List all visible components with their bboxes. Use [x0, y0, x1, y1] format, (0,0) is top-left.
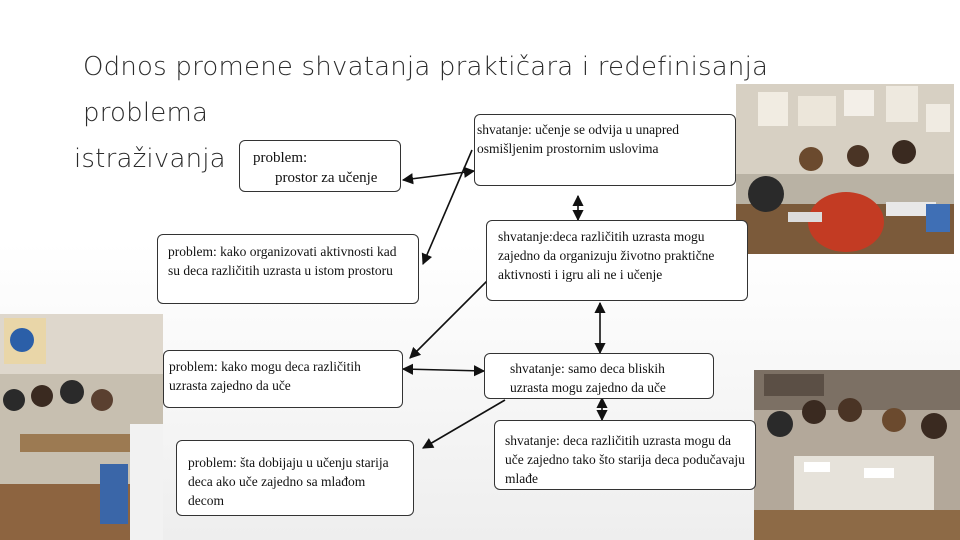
problem-1-label: problem:: [253, 150, 308, 166]
arrow-view3-problem4: [423, 400, 505, 448]
problem-box-4: [176, 440, 414, 516]
problem-3-text: problem: kako mogu deca različitih uzrasta zajedno da uče: [169, 359, 361, 393]
arrow-problem3-view3: [403, 369, 484, 371]
problem-4-text: problem: šta dobijaju u učenju starija deca ako uče zajedno sa mlađom decom: [188, 455, 389, 508]
view-4-text: shvatanje: deca različitih uzrasta mogu da uče zajedno tako što starija deca podučavaju mlađe: [505, 433, 745, 486]
problem-1-text: prostor za učenje: [275, 170, 378, 186]
view-2-text: shvatanje:deca različitih uzrasta mogu zajedno da organizuju životno praktične aktivnosti i igru ali ne i učenje: [498, 229, 715, 282]
view-box-1: [474, 114, 736, 186]
problem-box-3: [163, 350, 403, 408]
arrow-view1-problem2: [423, 150, 472, 264]
view-1-text: shvatanje: učenje se odvija u unapred osmišljenim prostornim uslovima: [477, 122, 680, 156]
problem-box-1: [239, 140, 401, 192]
arrow-view2-problem3: [410, 276, 492, 358]
arrow-problem1-view1: [403, 171, 474, 180]
problem-box-2: [157, 234, 419, 304]
view-box-2: [486, 220, 748, 301]
view-box-3: [484, 353, 714, 399]
title-line-1: Odnos promene shvatanja praktičara i redefinisanja problema: [83, 52, 769, 128]
view-3-text: shvatanje: samo deca bliskih uzrasta mogu zajedno da uče: [510, 361, 666, 395]
view-box-4: [494, 420, 756, 490]
title-line-2: istraživanja: [74, 144, 226, 174]
problem-2-text: problem: kako organizovati aktivnosti kad su deca različitih uzrasta u istom prostoru: [168, 244, 397, 278]
